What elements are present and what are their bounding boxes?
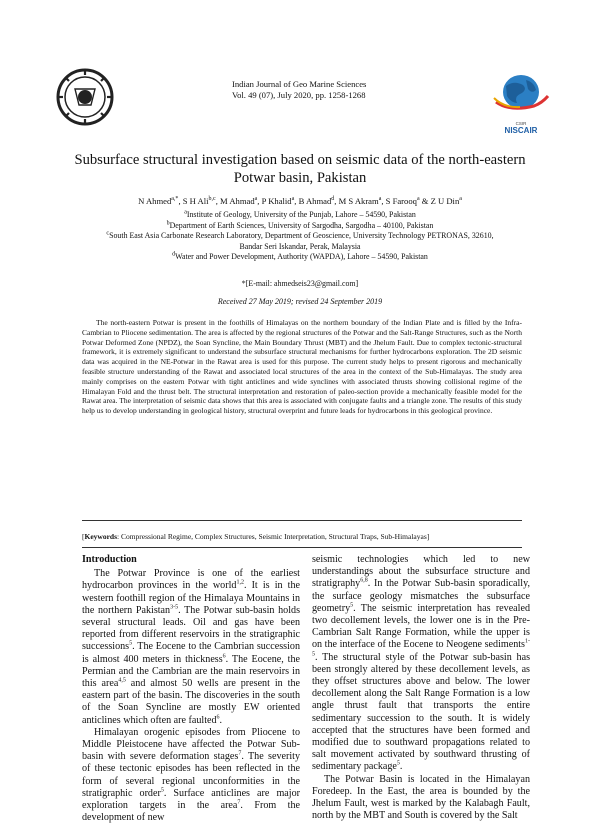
affiliation-marker: c bbox=[106, 230, 110, 237]
citation-marker[interactable]: 3-5 bbox=[170, 604, 179, 611]
author-separator: , bbox=[294, 196, 299, 206]
affiliation-text: Institute of Geology, University of the Punjab, Lahore – 54590, Pakistan bbox=[186, 210, 416, 219]
author-name: S H Ali bbox=[182, 196, 209, 206]
citation-marker[interactable]: 5 bbox=[396, 761, 400, 768]
affiliation-item bbox=[40, 210, 560, 221]
body-left-column bbox=[82, 554, 300, 824]
body-paragraph bbox=[82, 727, 300, 824]
citation-marker[interactable]: 5 bbox=[160, 787, 164, 794]
body-text: . bbox=[399, 761, 403, 773]
author-affiliation-marker: a bbox=[459, 196, 462, 203]
affiliation-text: Water and Power Development, Authority (WAPDA), Lahore – 54590, Pakistan bbox=[175, 252, 428, 262]
body-text: seismic technologies which led to new understandings about the subsurface structure and stratigraphy bbox=[312, 554, 530, 590]
author-affiliation-marker: a bbox=[291, 196, 295, 203]
keywords-top-rule bbox=[82, 520, 522, 521]
citation-marker[interactable]: 1,2 bbox=[236, 580, 244, 587]
affiliation-marker: b bbox=[166, 219, 170, 226]
globe-icon bbox=[490, 72, 552, 116]
citation-marker[interactable]: 4,5 bbox=[118, 677, 126, 684]
citation-marker[interactable]: 5 bbox=[129, 641, 133, 648]
author-name: M S Akram bbox=[338, 196, 379, 206]
author-name: Z U Din bbox=[430, 196, 460, 206]
citation-marker[interactable]: 5 bbox=[350, 602, 354, 609]
body-text: . The Eocene, the Permian and the Cambrian are the main reservoirs in this area bbox=[82, 653, 300, 690]
body-text: . bbox=[219, 714, 223, 726]
affiliation-marker: a bbox=[184, 209, 187, 216]
affiliation-marker: d bbox=[172, 251, 176, 258]
keywords-label: Keywords bbox=[84, 532, 117, 541]
body-paragraph bbox=[312, 554, 530, 774]
citation-marker[interactable]: 6,8 bbox=[360, 578, 368, 585]
affiliation-item bbox=[40, 252, 560, 263]
citation-marker[interactable]: 7 bbox=[237, 799, 241, 806]
author-name: B Ahmad bbox=[298, 196, 332, 206]
niscair-logo bbox=[490, 72, 552, 135]
author-separator: , bbox=[381, 196, 386, 206]
body-paragraph bbox=[82, 568, 300, 727]
body-text: and almost 50 wells are present in the eastern part of the basin. The discoveries in the south of the Soan Syncline are mostly EW oriented anticlines which often are faulted bbox=[82, 678, 300, 726]
body-text: . In the Potwar Sub-basin sporadically, the surface geology mismatches the subsurface geometry bbox=[312, 578, 530, 614]
author-separator: & bbox=[419, 196, 431, 206]
citation-marker[interactable]: 6 bbox=[216, 714, 220, 721]
affiliation-text: Department of Earth Sciences, University of Sargodha, Sargodha – 40100, Pakistan bbox=[169, 220, 434, 230]
csir-emblem-logo bbox=[55, 67, 115, 127]
niscair-logo-small-text: CSIR bbox=[515, 121, 527, 126]
author-affiliation-marker: a,* bbox=[171, 196, 179, 203]
author-name: P Khalid bbox=[261, 196, 292, 206]
affiliation-item bbox=[40, 242, 560, 253]
corresponding-email[interactable]: *[E-mail: ahmedseis23@gmail.com] bbox=[241, 279, 359, 288]
body-text: Himalayan orogenic episodes from Pliocene to Middle Pleistocene have affected the Potwar Sub-basin with severe deformation stages bbox=[82, 726, 300, 763]
journal-volume: Vol. 49 (07), July 2020, pp. 1258-1268 bbox=[232, 90, 366, 100]
body-text: . The severity of these tectonic episodes has been reflected in the form of several regional unconformities in the stratigraphic order bbox=[82, 751, 300, 799]
affiliation-item bbox=[40, 221, 560, 232]
body-right-column bbox=[312, 554, 530, 822]
journal-header bbox=[232, 79, 366, 101]
body-text: . The seismic interpretation has revealed two decollement levels, the lower one is in the Pre-Cambrian Salt Range Formation, while the upper is on the interface of the Eocene to Neogene sediments bbox=[312, 602, 530, 651]
author-separator: , bbox=[178, 196, 183, 206]
author-affiliation-marker: b,c bbox=[208, 196, 216, 203]
author-name: M Ahmad bbox=[220, 196, 255, 206]
body-text: The Potwar Basin is located in the Himalayan Foredeep. In the East, the area is bounded by the Jhelum Fault, west is marked by the Kalabagh Fault, north by the MBT and South is covered by the Salt bbox=[312, 773, 530, 822]
citation-marker[interactable]: 7 bbox=[238, 750, 242, 757]
author-affiliation-marker: d bbox=[331, 196, 335, 203]
title-line-2: Potwar basin, Pakistan bbox=[233, 169, 367, 186]
affiliation-item bbox=[40, 231, 560, 242]
body-text: . The Eocene to the Cambrian succession is almost 400 meters in thickness bbox=[82, 641, 300, 665]
body-text: . Surface anticlines are major exploration targets in the area bbox=[82, 787, 300, 812]
body-text: . The structural style of the Potwar sub-basin has been strongly altered by these decollement levels, as they offset structures above and below. The lower decollement along the Salt Range Formation is a low angle thrust fault that transports the entire sedimentary succession to the south. It is widely accepted that the structures have been formed and modified due to southward propagations related to salt movement activated by southward thrusting of sedimentary package bbox=[312, 651, 530, 773]
author-name: N Ahmed bbox=[138, 196, 172, 206]
body-text: The Potwar Province is one of the earliest hydrocarbon provinces in the world bbox=[82, 568, 300, 592]
body-paragraph bbox=[312, 774, 530, 823]
author-affiliation-marker: a bbox=[416, 196, 420, 203]
citation-marker[interactable]: 1-5 bbox=[312, 639, 530, 658]
author-separator: , bbox=[257, 196, 262, 206]
affiliation-text: Bandar Seri Iskandar, Perak, Malaysia bbox=[239, 241, 361, 251]
paper-title bbox=[40, 152, 560, 187]
body-text: . The Potwar sub-basin holds several structural leads. Oil and gas have been reported from different reservoirs in the stratigraphic successions bbox=[82, 604, 300, 653]
affiliation-list bbox=[40, 210, 560, 263]
citation-marker[interactable]: 6 bbox=[222, 653, 226, 660]
affiliation-text: South East Asia Carbonate Research Laboratory, Department of Geoscience, University Technology PETRONAS, 32610, bbox=[109, 231, 494, 241]
title-line-1: Subsurface structural investigation based on seismic data of the north-eastern bbox=[74, 152, 526, 168]
abstract-text: The north-eastern Potwar is present in the foothills of Himalayas on the northern boundary of the Indian Plate and is filled by the Infra-Cambrian to Pliocene sedimentation. The area is affected by the regional structures of the Potwar and the Salt-Range Structures, such as the North Potwar Deformed Zone (NPDZ), the Soan Syncline, the Main Boundary Thrust (MBT) and the Jhelum Fault. Due to complex tectonic-structural framework, it is extremely significant to understand the subsurface structural mechanisms for further hydrocarbons exploration. The 2D seismic data was acquired in the NE-Potwar in the Rawat area is used for this purpose. The current study helps to present rigorous and mechanically feasible structure understanding of the Rawat and associated local structures of the area in the context of the Sub-Himalayas. The study area mainly comprises on the eastern Potwar with tight anticlines and wide synclines with associated thrusts showing collisional regime of the Himalayan Fold and the thrust belt. The structural interpretation and restoration of paleo-section provide a mechanically feasible model for the Rawat area. The interpretation of seismic data shows that this area is associated with conjugate faults and a triangle zone. The results of this study help us to develop understanding in geological history, structural overprint and future leads for hydrocarbons in this geological province. bbox=[82, 318, 522, 416]
author-list bbox=[40, 195, 560, 207]
author-name: S Farooq bbox=[385, 196, 417, 206]
body-text: . It is in the western foothill region of the Himalaya Mountains in the northern Pakistan bbox=[82, 580, 300, 616]
body-text: . From the development of new bbox=[82, 800, 300, 824]
author-separator: , bbox=[215, 196, 220, 206]
author-affiliation-marker: a bbox=[254, 196, 258, 203]
niscair-logo-text: NISCAIR bbox=[504, 126, 538, 135]
journal-name: Indian Journal of Geo Marine Sciences bbox=[232, 79, 367, 89]
keywords: [Keywords: Compressional Regime, Complex Structures, Seismic Interpretation, Structural Traps, Sub-Himalayas] bbox=[82, 532, 430, 541]
introduction-heading: Introduction bbox=[82, 554, 137, 565]
keywords-text: : Compressional Regime, Complex Structures, Seismic Interpretation, Structural Traps, Sub-Himalayas] bbox=[117, 532, 430, 541]
author-affiliation-marker: a bbox=[378, 196, 382, 203]
author-separator: , bbox=[334, 196, 339, 206]
keywords-bottom-rule bbox=[82, 547, 522, 548]
received-dates: Received 27 May 2019; revised 24 September 2019 bbox=[217, 297, 383, 306]
